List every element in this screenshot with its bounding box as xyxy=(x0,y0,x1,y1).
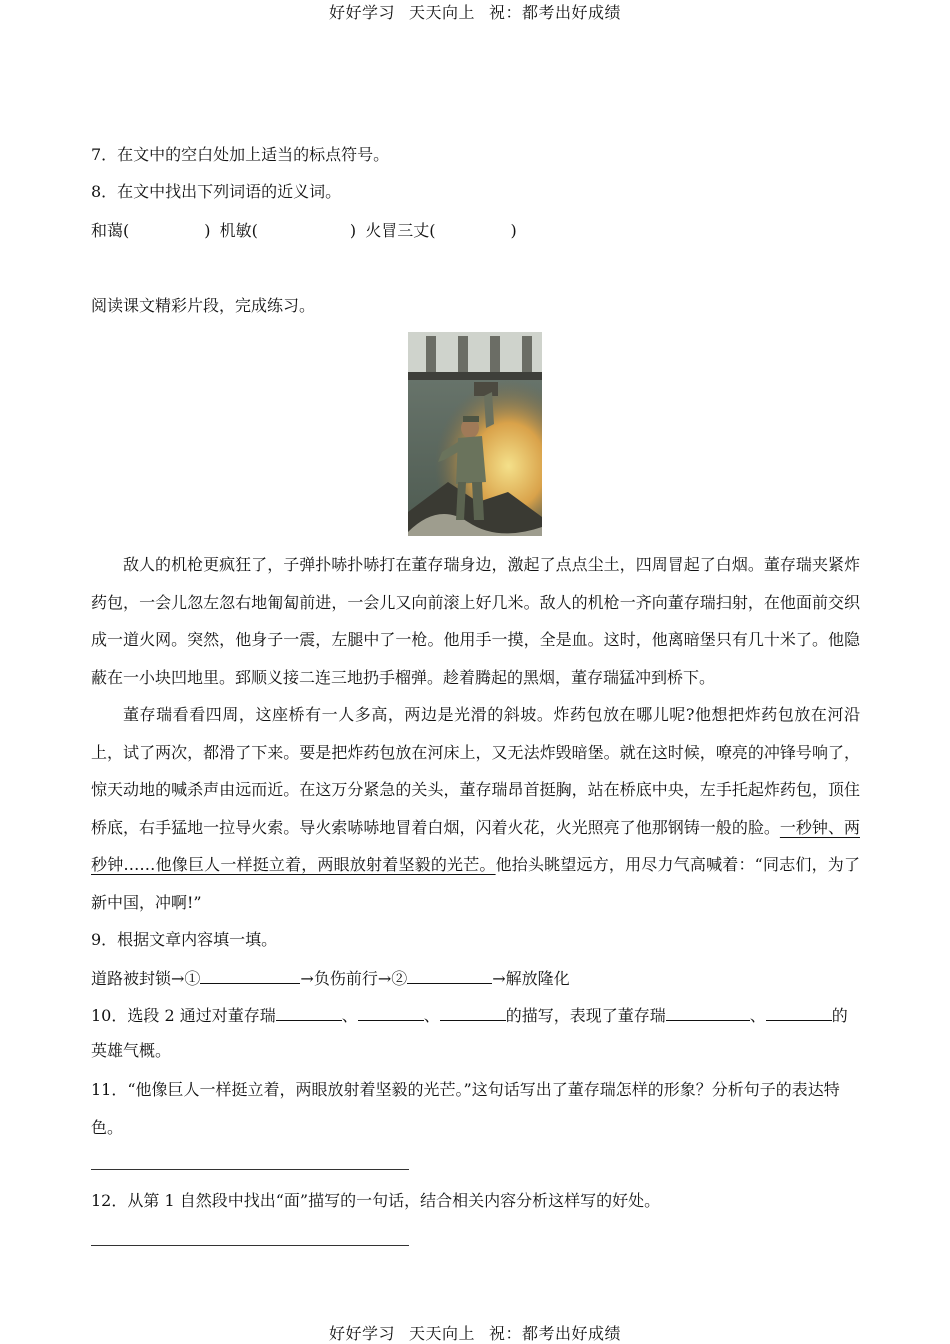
q9-blank-1[interactable] xyxy=(200,967,300,984)
page-header xyxy=(0,0,950,23)
question-12: 12．从第 1 自然段中找出“面”描写的一句话，结合相关内容分析这样写的好处。 xyxy=(91,1191,661,1210)
passage-paragraph-1: 敌人的机枪更疯狂了，子弹扑哧扑哧打在董存瑞身边，激起了点点尘土，四周冒起了白烟。董存瑞夹紧炸药包，一会儿忽左忽右地匍匐前进，一会儿又向前滚上好几米。敌人的机枪一齐向董存瑞扫射，在他面前交织成一道火网。突然，他身子一震，左腿中了一枪。他用手一摸，全是血。这时，他离暗堡只有几十米了。他隐蔽在一小块凹地里。郅顺义接二连三地扔手榴弹。趁着腾起的黑烟，董存瑞猛冲到桥下。 xyxy=(91,555,860,687)
q8-word-3: 火冒三丈( xyxy=(365,221,436,240)
q10-blank-4[interactable] xyxy=(666,1004,750,1021)
q9-blank-2[interactable] xyxy=(407,967,492,984)
q10-blank-2[interactable] xyxy=(358,1004,424,1021)
q8-word-1: 和蔼( xyxy=(91,221,130,240)
q10-blank-5[interactable] xyxy=(766,1004,832,1021)
question-7: 7．在文中的空白处加上适当的标点符号。 xyxy=(91,145,390,164)
q9-chain: 道路被封锁→① →负伤前行→② →解放隆化 xyxy=(91,969,570,988)
q8-word-list: 和蔼( ) 机敏( ) 火冒三丈( ) xyxy=(91,221,517,240)
footer-text-b: 天天向上 xyxy=(408,1324,475,1343)
question-9: 9．根据文章内容填一填。 xyxy=(91,930,278,949)
question-10: 10．选段 2 通过对董存瑞 、 、 的描写，表现了董存瑞 、 的 xyxy=(91,1006,848,1025)
section-intro: 阅读课文精彩片段，完成练习。 xyxy=(91,296,316,315)
underlined-sentence: 一秒钟、两秒钟……他像巨人一样挺立着，两眼放射着坚毅的光芒。 xyxy=(91,817,860,874)
q8-word-2: 机敏( xyxy=(219,221,258,240)
question-11: 11．“他像巨人一样挺立着，两眼放射着坚毅的光芒。”这句话写出了董存瑞怎样的形象？分析句子的表达特色。 xyxy=(91,1080,840,1137)
question-8: 8．在文中找出下列词语的近义词。 xyxy=(91,182,342,201)
page-footer xyxy=(0,1321,950,1344)
passage-paragraph-2: 董存瑞看看四周，这座桥有一人多高，两边是光滑的斜坡。炸药包放在哪儿呢?他想把炸药包放在河沿上，试了两次，都滑了下来。要是把炸药包放在河床上，又无法炸毁暗堡。就在这时候，嘹亮的冲锋号响了，惊天动地的喊杀声由远而近。在这万分紧急的关头，董存瑞昂首挺胸，站在桥底中央，左手托起炸药包，顶住桥底，右手猛地一拉导火索。导火索哧哧地冒着白烟，闪着火花，火光照亮了他那钢铸一般的脸。一秒钟、两秒钟……他像巨人一样挺立着，两眼放射着坚毅的光芒。他抬头眺望远方，用尽力气高喊着：“同志们，为了新中国，冲啊!” xyxy=(91,705,860,912)
q10-blank-3[interactable] xyxy=(440,1004,506,1021)
reading-passage xyxy=(91,546,860,921)
footer-text-c: 祝：都考出好成绩 xyxy=(489,1324,622,1343)
q11-answer-line[interactable] xyxy=(91,1169,409,1170)
header-text-a: 好好学习 xyxy=(328,3,395,22)
header-text-c: 祝：都考出好成绩 xyxy=(489,3,622,22)
q10-blank-1[interactable] xyxy=(276,1004,342,1021)
footer-text-a: 好好学习 xyxy=(328,1324,395,1343)
question-10-tail: 英雄气概。 xyxy=(91,1041,172,1060)
q12-answer-line[interactable] xyxy=(91,1245,409,1246)
header-text-b: 天天向上 xyxy=(408,3,475,22)
illustration-image xyxy=(408,332,542,536)
